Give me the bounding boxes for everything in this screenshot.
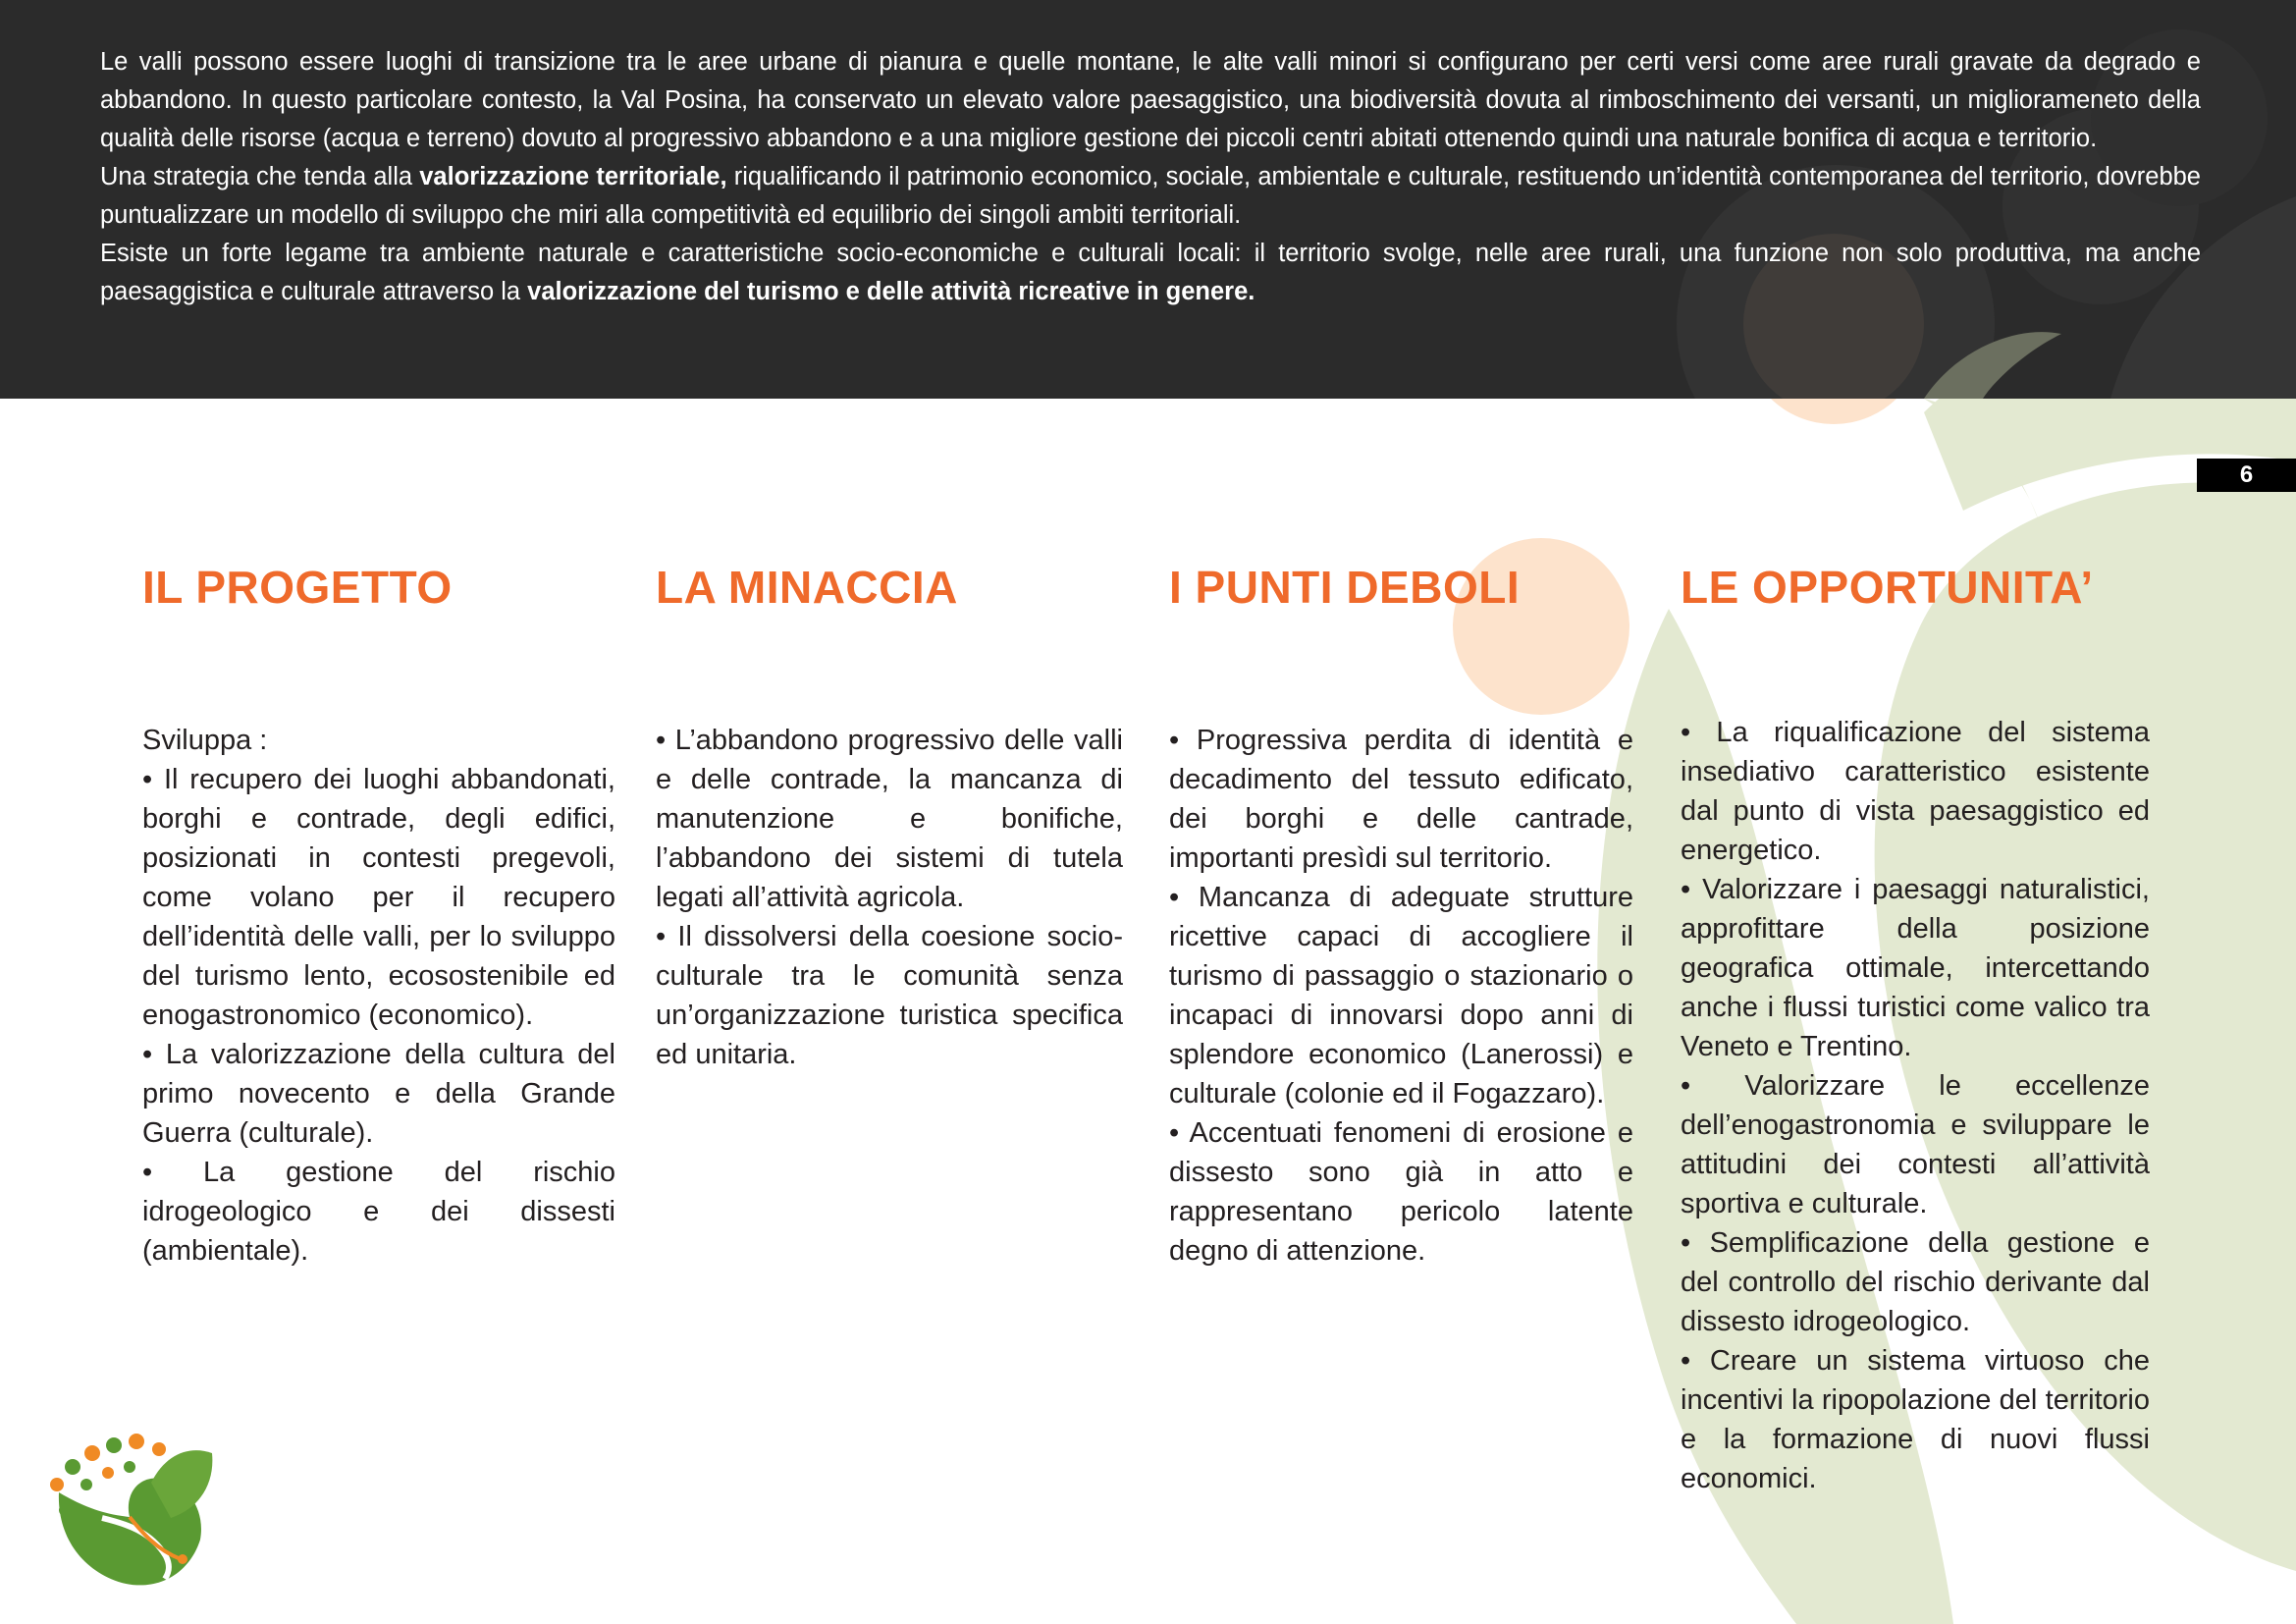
list-item: • Il recupero dei luoghi abbandonati, borghi e contrade, degli edifici, posizionati in contesti pregevoli, come volano per il recupero dell’identità delle valli, per lo sviluppo del turismo lento, ecosostenibile ed enogastronomico (economico). — [142, 764, 615, 1031]
list-item: • L’abbandono progressivo delle valli e delle contrade, la mancanza di manutenzione e bonifiche, l’abbandono dei sistemi di tutela legati all’attività agricola. — [656, 725, 1123, 913]
intro-header — [0, 0, 2296, 399]
intro-bold-run: valorizzazione del turismo e delle attività ricreative in genere. — [527, 278, 1255, 305]
column-body — [142, 721, 615, 1271]
column-opportunita — [1681, 558, 2150, 1498]
intro-paragraph — [100, 158, 2201, 235]
list-item: • Accentuati fenomeni di erosione e dissesto sono già in atto e rappresentano pericolo latente degno di attenzione. — [1169, 1117, 1633, 1267]
intro-run: Una strategia che tenda alla — [100, 163, 420, 190]
intro-paragraph — [100, 43, 2201, 158]
intro-paragraph — [100, 235, 2201, 311]
column-la-minaccia — [656, 558, 1123, 1074]
intro-run: riqualificando il patrimonio economico, sociale, ambientale e culturale, restituendo un’identità contemporanea del territorio, dovrebbe puntualizzare un modello di sviluppo che miri alla competitività ed equilibrio dei singoli ambiti territoriali. — [100, 163, 2201, 229]
column-title: LA MINACCIA — [656, 562, 958, 613]
column-body — [656, 721, 1123, 1074]
leaf-logo-icon — [43, 1424, 220, 1591]
column-body — [1169, 721, 1633, 1271]
list-item: • Valorizzare le eccellenze dell’enogastronomia e sviluppare le attitudini dei contesti all’attività sportiva e culturale. — [1681, 1070, 2150, 1219]
list-item: • La riqualificazione del sistema insediativo caratteristico esistente dal punto di vista paesaggistico ed energetico. — [1681, 717, 2150, 866]
intro-text — [100, 43, 2201, 311]
column-il-progetto — [142, 558, 615, 1271]
list-item: • Progressiva perdita di identità e decadimento del tessuto edificato, dei borghi e delle cantrade, importanti presìdi sul territorio. — [1169, 725, 1633, 874]
list-item: • La valorizzazione della cultura del primo novecento e della Grande Guerra (culturale). — [142, 1039, 615, 1149]
page-number: 6 — [2197, 459, 2296, 492]
column-title: I PUNTI DEBOLI — [1169, 562, 1521, 613]
list-item: • Il dissolversi della coesione socio-culturale tra le comunità senza un’organizzazione turistica specifica ed unitaria. — [656, 921, 1123, 1070]
column-punti-deboli — [1169, 558, 1633, 1271]
list-item: • Mancanza di adeguate strutture ricettive capaci di accogliere il turismo di passaggio o stazionario o incapaci di innovarsi dopo anni di splendore economico (Lanerossi) e culturale (colonie ed il Fogazzaro). — [1169, 882, 1633, 1110]
list-item: • Creare un sistema virtuoso che incentivi la ripopolazione del territorio e la formazione di nuovi flussi economici. — [1681, 1345, 2150, 1494]
column-title: LE OPPORTUNITA’ — [1681, 562, 2094, 613]
intro-bold-run: valorizzazione territoriale, — [419, 163, 727, 190]
list-item: • La gestione del rischio idrogeologico e dei dissesti (ambientale). — [142, 1157, 615, 1267]
intro-run: Le valli possono essere luoghi di transizione tra le aree urbane di pianura e quelle montane, le alte valli minori si configurano per certi versi come aree rurali gravate da degrado e abbandono. In questo particolare contesto, la Val Posina, ha conservato un elevato valore paesaggistico, una biodiversità dovuta al rimboschimento dei versanti, un migliorameneto della qualità delle risorse (acqua e terreno) dovuto al progressivo abbandono e a una migliore gestione dei piccoli centri abitati ottenendo quindi una naturale bonifica di acqua e territorio. — [100, 48, 2201, 152]
intro-run: Esiste un forte legame tra ambiente naturale e caratteristiche socio-economiche e culturali locali: il territorio svolge, nelle aree rurali, una funzione non solo produttiva, ma anche paesaggistica e culturale attraverso la — [100, 240, 2201, 305]
list-item: Sviluppa : — [142, 725, 268, 756]
column-title: IL PROGETTO — [142, 562, 453, 613]
list-item: • Semplificazione della gestione e del controllo del rischio derivante dal dissesto idrogeologico. — [1681, 1227, 2150, 1337]
column-body — [1681, 713, 2150, 1498]
list-item: • Valorizzare i paesaggi naturalistici, approfittare della posizione geografica ottimale, intercettando anche i flussi turistici come valico tra Veneto e Trentino. — [1681, 874, 2150, 1062]
